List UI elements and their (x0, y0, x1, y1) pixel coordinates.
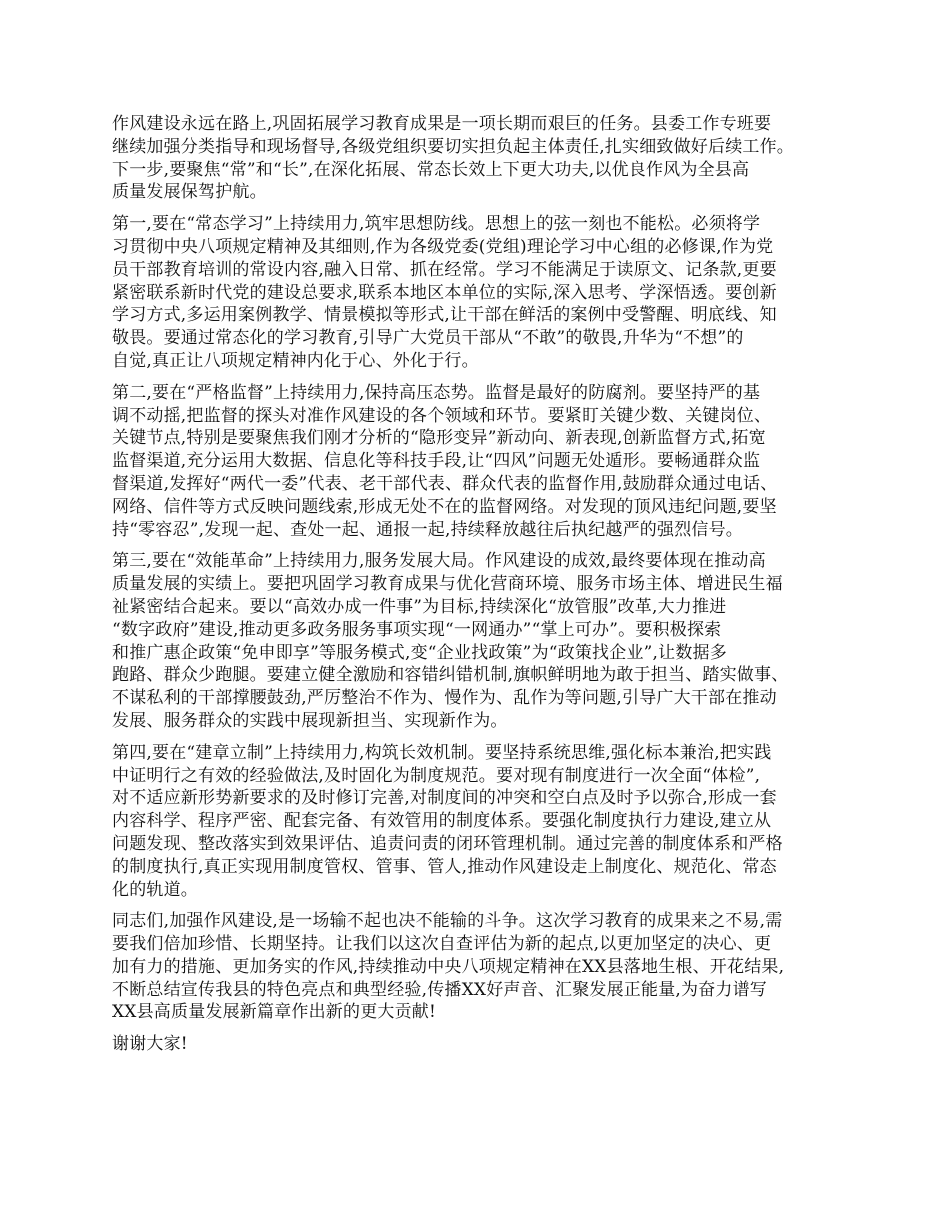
text-line: 跑路、群众少跑腿。要建立健全激励和容错纠错机制,旗帜鲜明地为敢于担当、踏实做事、 (112, 665, 789, 686)
text-line: 第四,要在“建章立制”上持续用力,构筑长效机制。要坚持系统思维,强化标本兼治,把实践 (112, 742, 772, 763)
text-line: 自觉,真正让八项规定精神内化于心、外化于行。 (112, 350, 479, 371)
paragraph (112, 213, 847, 373)
text-line: 下一步,要聚焦“常”和“长”,在深化拓展、常态长效上下更大功夫,以优良作风为全县高 (112, 159, 750, 180)
text-line: 第一,要在“常态学习”上持续用力,筑牢思想防线。思想上的弦一刻也不能松。必须将学 (112, 214, 761, 235)
text-line: 第二,要在“严格监督”上持续用力,保持高压态势。监督是最好的防腐剂。要坚持严的基 (112, 382, 761, 403)
text-line: 第三,要在“效能革命”上持续用力,服务发展大局。作风建设的成效,最终要体现在推动高 (112, 551, 766, 572)
text-line: 继续加强分类指导和现场督导,各级党组织要切实担负起主体责任,扎实细致做好后续工作。 (112, 136, 795, 157)
text-line: 同志们,加强作风建设,是一场输不起也决不能输的斗争。这次学习教育的成果来之不易,需 (112, 911, 783, 932)
text-line: 内容科学、程序严密、配套完备、有效管用的制度体系。要强化制度执行力建设,建立从 (112, 811, 772, 832)
text-line: 对不适应新形势新要求的及时修订完善,对制度间的冲突和空白点及时予以弥合,形成一套 (112, 788, 777, 809)
text-line: 敬畏。要通过常态化的学习教育,引导广大党员干部从“不敢”的敬畏,升华为“不想”的 (112, 328, 744, 349)
text-line: 不谋私利的干部撑腰鼓劲,严厉整治不作为、慢作为、乱作为等问题,引导广大干部在推动 (112, 688, 777, 709)
text-line: 问题发现、整改落实到效果评估、追责问责的闭环管理机制。通过完善的制度体系和严格 (112, 833, 783, 854)
paragraph (112, 550, 847, 732)
text-line: 员干部教育培训的常设内容,融入日常、抓在经常。学习不能满足于读原文、记条款,更要 (112, 259, 777, 280)
text-line: 中证明行之有效的经验做法,及时固化为制度规范。要对现有制度进行一次全面“体检”, (112, 765, 761, 786)
text-line: 祉紧密结合起来。要以“高效办成一件事”为目标,持续深化“放管服”改革,大力推进 (112, 596, 727, 617)
text-line: 质量发展的实绩上。要把巩固学习教育成果与优化营商环境、服务市场主体、增进民生福 (112, 574, 783, 595)
text-line: 调不动摇,把监督的探头对准作风建设的各个领域和环节。要紧盯关键少数、关键岗位、 (112, 405, 772, 426)
text-line: 习贯彻中央八项规定精神及其细则,作为各级党委(党组)理论学习中心组的必修课,作为党 (112, 236, 774, 257)
text-line: 监督渠道,充分运用大数据、信息化等科技手段,让“四风”问题无处遁形。要畅通群众监 (112, 451, 761, 472)
text-line: 和推广惠企政策“免申即享”等服务模式,变“企业找政策”为“政策找企业”,让数据多 (112, 642, 727, 663)
text-line: 网络、信件等方式反映问题线索,形成无处不在的监督网络。对发现的顶风违纪问题,要坚 (112, 496, 777, 517)
text-line: 学习方式,多运用案例教学、情景模拟等形式,让干部在鲜活的案例中受警醒、明底线、知 (112, 305, 777, 326)
paragraph (112, 910, 847, 1024)
text-line: 关键节点,特别是要聚焦我们刚才分析的“隐形变异”新动向、新表现,创新监督方式,拓宽 (112, 428, 766, 449)
paragraph (112, 113, 847, 204)
text-line: 紧密联系新时代党的建设总要求,联系本地区本单位的实际,深入思考、学深悟透。要创新 (112, 282, 777, 303)
text-line: 质量发展保驾护航。 (112, 182, 267, 203)
document-body (112, 113, 847, 1065)
text-line: 谢谢大家! (112, 1034, 188, 1055)
text-line: 加有力的措施、更加务实的作风,持续推动中央八项规定精神在XX县落地生根、开花结果, (112, 956, 785, 977)
text-line: XX县高质量发展新篇章作出新的更大贡献! (112, 1002, 437, 1023)
text-line: 要我们倍加珍惜、长期坚持。让我们以这次自查评估为新的起点,以更加坚定的决心、更 (112, 934, 772, 955)
text-line: 督渠道,发挥好“两代一委”代表、老干部代表、群众代表的监督作用,鼓励群众通过电话、 (112, 473, 778, 494)
text-line: 发展、服务群众的实践中展现新担当、实现新作为。 (112, 710, 508, 731)
text-line: 作风建设永远在路上,巩固拓展学习教育成果是一项长期而艰巨的任务。县委工作专班要 (112, 114, 772, 134)
text-line: “数字政府”建设,推动更多政务服务事项实现“一网通办”“掌上可办”。要积极探索 (112, 619, 722, 640)
text-line: 的制度执行,真正实现用制度管权、管事、管人,推动作风建设走上制度化、规范化、常态 (112, 856, 777, 877)
paragraph (112, 1033, 847, 1056)
paragraph (112, 382, 847, 542)
text-line: 持“零容忍”,发现一起、查处一起、通报一起,持续释放越往后执纪越严的强烈信号。 (112, 519, 743, 540)
text-line: 化的轨道。 (112, 879, 198, 900)
paragraph (112, 742, 847, 902)
text-line: 不断总结宣传我县的特色亮点和典型经验,传播XX好声音、汇聚发展正能量,为奋力谱写 (112, 979, 768, 1000)
